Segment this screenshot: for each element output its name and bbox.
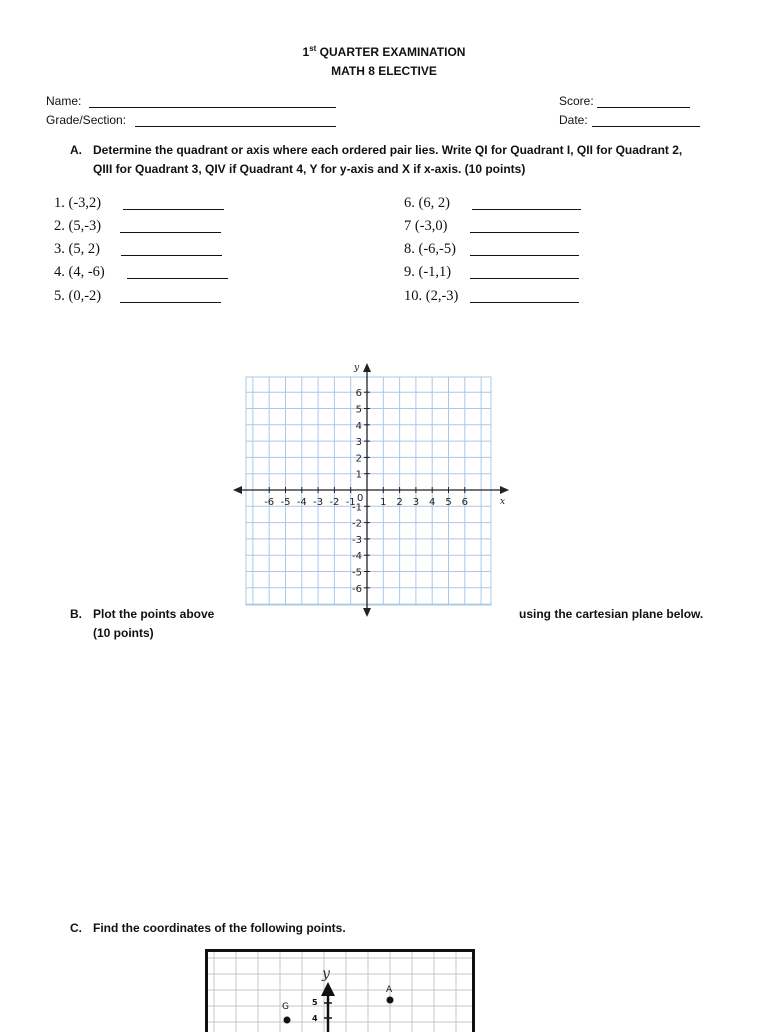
y-tick-label: -1 bbox=[352, 502, 362, 514]
section-a-instructions bbox=[93, 141, 733, 179]
name-label: Name: bbox=[46, 94, 82, 108]
x-tick-label: -4 bbox=[296, 497, 307, 508]
x-tick-label: 6 bbox=[461, 497, 468, 508]
x-tick-label: 5 bbox=[445, 497, 452, 508]
y-tick-label: -4 bbox=[352, 551, 362, 563]
section-c-text: Find the coordinates of the following points. bbox=[93, 921, 346, 935]
section-c-graph-svg bbox=[208, 952, 472, 1032]
item-7: 7 (-3,0) bbox=[404, 218, 448, 234]
y-tick-label: 2 bbox=[355, 453, 362, 465]
x-tick-label: 4 bbox=[429, 497, 436, 508]
x-axis bbox=[233, 486, 509, 494]
y-axis-down-arrow bbox=[363, 608, 371, 617]
item-5-blank[interactable] bbox=[120, 302, 221, 303]
section-c-marker: C. bbox=[70, 921, 82, 935]
y-axis-up-arrow bbox=[363, 363, 371, 372]
section-b-text-right: using the cartesian plane below. bbox=[519, 607, 704, 621]
grade-section-label: Grade/Section: bbox=[46, 113, 127, 127]
x-tick-label: 3 bbox=[412, 497, 420, 508]
grid-border bbox=[246, 377, 491, 605]
item-1: 1. (-3,2) bbox=[54, 195, 102, 211]
x-tick-label: -3 bbox=[313, 497, 324, 508]
y-tick-label: 6 bbox=[355, 388, 362, 400]
x-tick-label: -6 bbox=[264, 497, 275, 508]
x-tick-label: -5 bbox=[280, 497, 291, 508]
y-tick-label: 1 bbox=[355, 469, 362, 481]
date-label: Date: bbox=[559, 113, 588, 127]
y-tick-label: 3 bbox=[355, 437, 362, 449]
item-2-blank[interactable] bbox=[120, 232, 221, 233]
item-3-blank[interactable] bbox=[121, 255, 222, 256]
section-b-points: (10 points) bbox=[93, 626, 154, 640]
section-c-graph[interactable] bbox=[205, 949, 475, 1032]
x-tick-label: -2 bbox=[329, 497, 340, 508]
x-tick-label: 1 bbox=[380, 497, 387, 508]
item-1-blank[interactable] bbox=[123, 209, 224, 210]
y-tick-label: 4 bbox=[355, 420, 362, 432]
point-a[interactable] bbox=[387, 997, 394, 1004]
item-10-blank[interactable] bbox=[470, 302, 579, 303]
item-8-blank[interactable] bbox=[470, 255, 579, 256]
item-6-blank[interactable] bbox=[472, 209, 581, 210]
section-b-marker: B. bbox=[70, 607, 82, 621]
y-axis-label: y bbox=[354, 363, 360, 373]
item-6: 6. (6, 2) bbox=[404, 195, 450, 211]
c-tick-4: 4 bbox=[312, 1014, 318, 1023]
y-tick-label: -2 bbox=[352, 518, 362, 530]
item-4: 4. (4, -6) bbox=[54, 264, 105, 280]
item-7-blank[interactable] bbox=[470, 232, 579, 233]
exam-title: 1st QUARTER EXAMINATION bbox=[302, 44, 466, 59]
x-axis-label: x bbox=[500, 497, 506, 507]
point-g[interactable] bbox=[284, 1017, 291, 1024]
grade-section-blank[interactable] bbox=[135, 126, 336, 127]
section-a-marker: A. bbox=[70, 143, 82, 157]
y-tick-label: -3 bbox=[352, 534, 362, 546]
origin-label: 0 bbox=[357, 493, 364, 504]
y-tick-label: 5 bbox=[355, 404, 362, 416]
item-10: 10. (2,-3) bbox=[404, 288, 459, 304]
x-tick-label: 2 bbox=[396, 497, 403, 508]
x-tick-label: -1 bbox=[345, 497, 356, 508]
section-a-line-1: Determine the quadrant or axis where each ordered pair lies. Write QI for Quadrant I, QII for Quadrant 2, bbox=[93, 143, 683, 157]
name-blank[interactable] bbox=[89, 107, 336, 108]
exam-subtitle: MATH 8 ELECTIVE bbox=[331, 64, 437, 78]
c-y-axis-arrow bbox=[321, 982, 335, 996]
plane-grid bbox=[246, 377, 491, 605]
item-9: 9. (-1,1) bbox=[404, 264, 452, 280]
x-axis-right-arrow bbox=[500, 486, 509, 494]
c-y-axis-label: y bbox=[322, 966, 330, 982]
item-8: 8. (-6,-5) bbox=[404, 241, 456, 257]
y-tick-label: -6 bbox=[352, 583, 362, 595]
section-b-text-left: Plot the points above bbox=[93, 607, 215, 621]
x-axis-left-arrow bbox=[233, 486, 242, 494]
point-g-label: G bbox=[282, 1002, 289, 1012]
cartesian-plane[interactable] bbox=[226, 355, 516, 625]
point-a-label: A bbox=[386, 985, 393, 995]
item-9-blank[interactable] bbox=[470, 278, 579, 279]
date-blank[interactable] bbox=[592, 126, 700, 127]
score-blank[interactable] bbox=[597, 107, 690, 108]
item-3: 3. (5, 2) bbox=[54, 241, 100, 257]
y-tick-label: -5 bbox=[352, 567, 362, 579]
c-tick-5: 5 bbox=[312, 998, 318, 1007]
item-4-blank[interactable] bbox=[127, 278, 228, 279]
section-a-line-2: QIII for Quadrant 3, QIV if Quadrant 4, Y for y-axis and X if x-axis. (10 points) bbox=[93, 162, 526, 176]
item-5: 5. (0,-2) bbox=[54, 288, 102, 304]
item-2: 2. (5,-3) bbox=[54, 218, 102, 234]
score-label: Score: bbox=[559, 94, 594, 108]
